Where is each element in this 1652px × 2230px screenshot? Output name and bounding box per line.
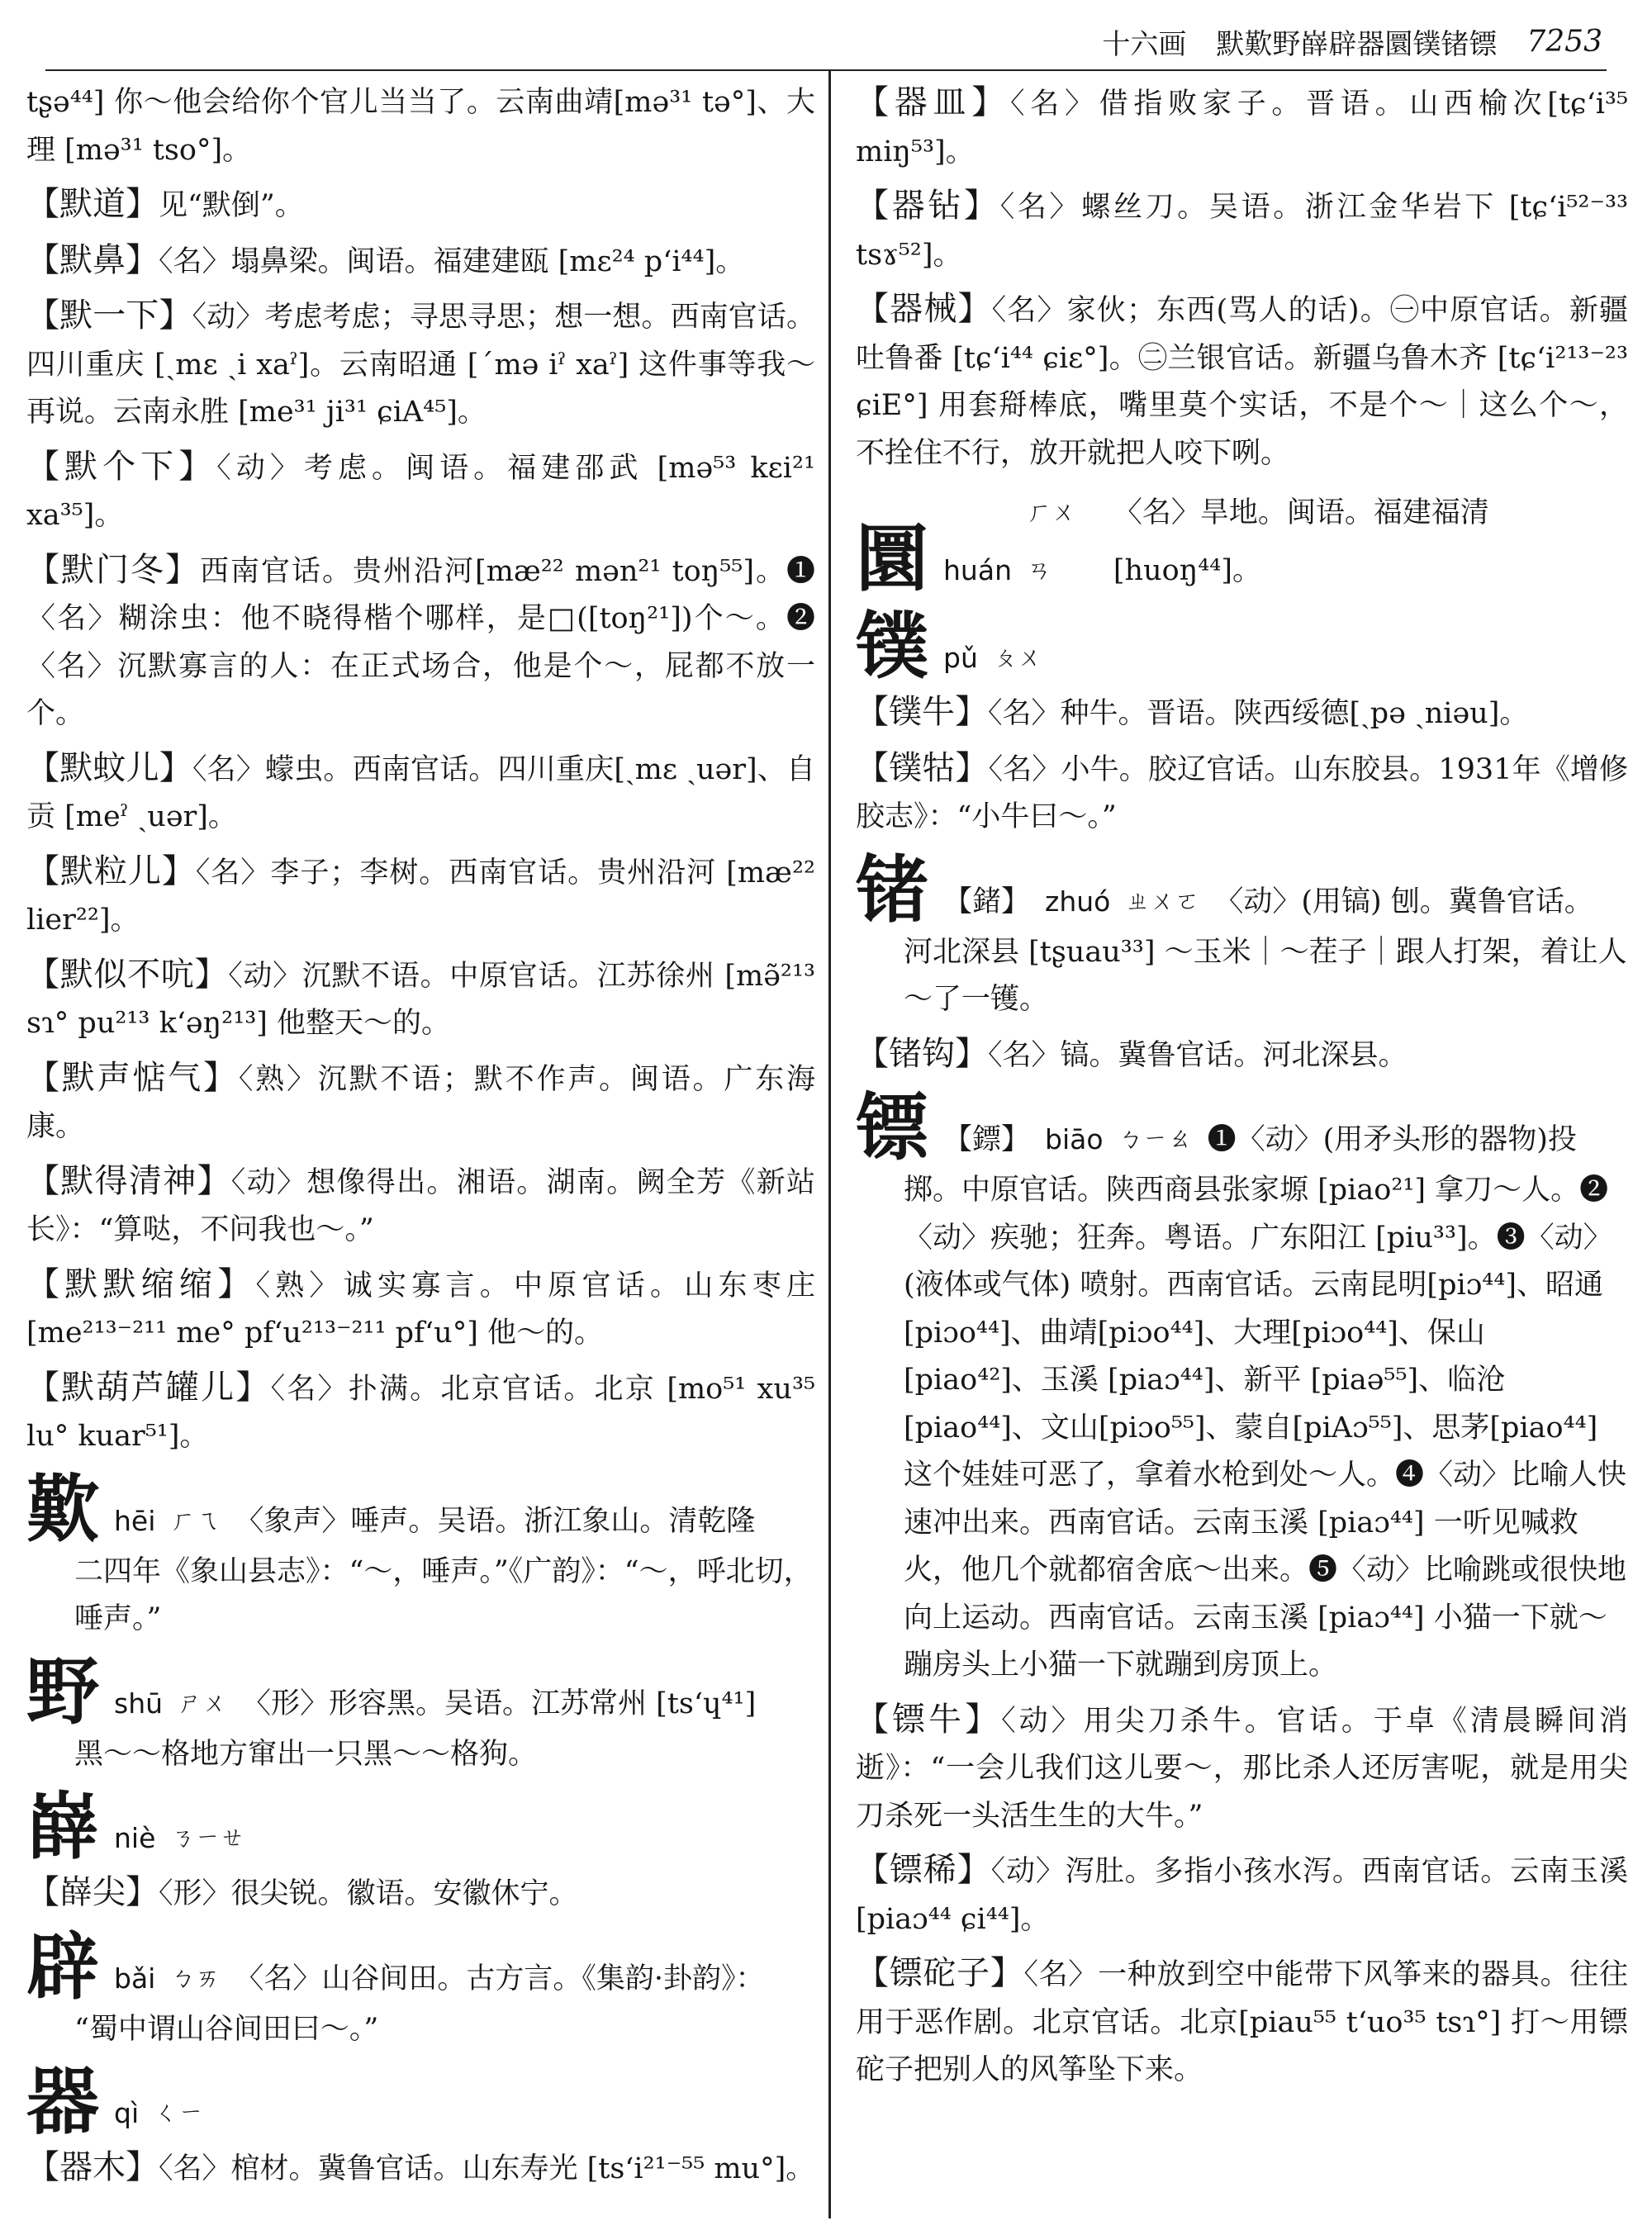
character-headword: 嶭 [26,1783,100,1869]
traditional-form: 【鍺】 [943,885,1031,918]
entry [26,2144,815,2194]
left-column [26,79,815,2200]
entry [856,745,1628,842]
entry-body: 〈动〉想像得出。湘语。湖南。阙全芳《新站长》：“算哒，不问我也～。” [26,1165,815,1246]
character-entry [856,1086,1628,1690]
zhuyin: ㄏㄨㄢ [1026,498,1076,585]
entry-headword: 【镖稀】 [856,1851,991,1889]
entry-headword: 【默蚊儿】 [26,748,192,787]
pinyin: qì [114,2097,140,2129]
entry [26,444,815,540]
zhuyin: ㄅㄞ [170,1963,221,1993]
entry [26,1869,815,1919]
entry-headword: 【默个下】 [26,447,217,486]
entry [26,1364,815,1461]
column-divider [828,71,831,2218]
entry-body: 西南官话。贵州沿河[mæ²² mən²¹ toŋ⁵⁵]。❶〈名〉糊涂虫：他不晓得楷个哪样，是□([toŋ²¹])个～。❷〈名〉沉默寡言的人：在正式场合，他是个～，屁都不放一个。 [26,554,815,730]
entry-headword: 【器木】 [26,2148,159,2186]
entry-body: 〈熟〉诚实寡言。中原官话。山东枣庄 [me²¹³⁻²¹¹ me° pfʻu²¹³⁻²¹¹ pfʻu°] 他～的。 [26,1269,815,1350]
character-entry [26,1465,815,1644]
pinyin: zhuó [1045,885,1111,918]
header-stroke-section: 十六画 [1102,27,1187,61]
character-entry [26,1785,815,1867]
entry-headword: 【器械】 [856,290,992,328]
entry [26,292,815,437]
pinyin: pǔ [943,642,978,674]
character-entry [856,484,1628,600]
definition: 〈名〉山谷间田。古方言。《集韵·卦韵》： [235,1962,765,1995]
page-number: 7253 [1526,24,1602,59]
definition-continued: 二四年《象山县志》：“～，唾声。”《广韵》：“～，呼北切，唾声。” [74,1554,813,1635]
zhuyin: ㄓㄨㄛ [1125,886,1200,916]
entry-body: 〈名〉李子；李树。西南官话。贵州沿河 [mæ²² lier²²]。 [26,856,816,937]
character-headword: 圜 [856,515,929,601]
entry [26,951,815,1048]
pinyin: huán [943,554,1012,586]
zhuyin: ㄆㄨ [992,643,1042,672]
entry [856,1031,1628,1080]
entry-headword: 【默粒儿】 [26,852,196,890]
entry-headword: 【镤牯】 [856,748,989,787]
entry-headword: 【默一下】 [26,297,192,334]
entry-body: 〈动〉考虑考虑；寻思寻思；想一想。西南官话。四川重庆 [ˏmɛ ˏi xaˀ]。云南昭通 [ˊmə iˀ xaˀ] 这件事等我～再说。云南永胜 [me³¹ ji³¹ ɕiA⁴⁵]。 [26,301,815,429]
header-rule [45,69,1607,71]
entry [26,848,815,945]
pinyin: biāo [1045,1123,1104,1155]
zhuyin: ㄑㄧ [154,2099,204,2128]
definition: 〈名〉旱地。闽语。福建福清 [huoŋ⁴⁴]。 [1113,496,1489,587]
character-entry [26,2060,815,2142]
entry-body: 〈动〉沉默不语。中原官话。江苏徐州 [mə̃²¹³ sɿ° pu²¹³ kʻəŋ²¹³] 他整天～的。 [26,959,816,1040]
zhuyin: ㄋㄧㄝ [170,1824,245,1853]
entry-body: 〈名〉种牛。晋语。陕西绥德[ˏpə ˏniəu]。 [988,697,1529,730]
entry-body: 〈名〉一种放到空中能带下风筝来的器具。往往用于恶作剧。北京官话。北京[piau⁵⁵ tʻuo³⁵ tsɿ°] 打～用镖砣子把别人的风筝坠下来。 [856,1958,1628,2086]
definition-continued: 掷。中原官话。陕西商县张家塬 [piao²¹] 拿刀～人。❷〈动〉疾驰；狂奔。粤语。广东阳江 [piu³³]。❸〈动〉(液体或气体) 喷射。西南官话。云南昆明[piɔ⁴⁴]、昭通 [piɔo⁴⁴]、曲靖[piɔo⁴⁴]、大理[piɔo⁴⁴]、保山 [piao⁴²]、玉溪 [piaɔ⁴⁴]、新平 [piaə⁵⁵]、临沧[piao⁴⁴]、文山[piɔo⁵⁵]、蒙自[piAɔ⁵⁵]、思茅[piao⁴⁴] 这个娃娃可恶了，拿着水枪到处～人。❹〈动〉比喻人快速冲出来。西南官话。云南玉溪 [piaɔ⁴⁴] 一听见喊救火，他几个就都宿舍底～出来。❺〈动〉比喻跳或很快地向上运动。西南官话。云南玉溪 [piaɔ⁴⁴] 小猫一下就～蹦房头上小猫一下就蹦到房顶上。 [904,1174,1627,1682]
entry-body: tʂə⁴⁴] 你～他会给你个官儿当当了。云南曲靖[mə³¹ tə°]、大理 [mə³¹ tso°]。 [26,86,815,167]
entry-headword: 【默默缩缩】 [26,1264,256,1303]
entry [856,1950,1628,2095]
character-headword: 镤 [856,603,929,689]
pinyin: niè [114,1822,156,1854]
entry-headword: 【默门冬】 [26,550,201,589]
entry [856,79,1628,176]
pinyin: hēi [114,1504,156,1537]
entry-body: 〈动〉泻肚。多指小孩水泻。西南官话。云南玉溪 [piaɔ⁴⁴ ɕi⁴⁴]。 [856,1855,1628,1936]
entry-headword: 【嶭尖】 [26,1873,159,1911]
entry-body: 〈名〉塌鼻梁。闽语。福建建瓯 [mɛ²⁴ pʻi⁴⁴]。 [159,244,745,278]
pinyin: shū [114,1687,164,1720]
definition-continued: 河北深县 [tʂuau³³] ～玉米｜～茬子｜跟人打架，着让人～了一镬。 [904,935,1627,1016]
entry-headword: 【镤牛】 [856,693,988,731]
character-headword: 镖 [856,1084,929,1170]
right-column [856,79,1628,2101]
entry [26,1055,815,1151]
character-entry [856,848,1628,1024]
entry-headword: 【器皿】 [856,83,1010,121]
entry-body: 〈熟〉沉默不语；默不作声。闽语。广东海康。 [26,1062,815,1143]
entry [26,1158,815,1255]
definition: 〈象声〉唾声。吴语。浙江象山。清乾隆 [235,1504,756,1538]
entry-body: 〈名〉镐。冀鲁官话。河北深县。 [988,1038,1408,1072]
character-headword: 歎 [26,1465,100,1552]
entry-headword: 【默鼻】 [26,240,159,279]
entry-headword: 【默葫芦罐儿】 [26,1368,271,1407]
character-entry [26,1925,815,2054]
entry-headword: 【器钻】 [856,187,1000,225]
entry-continuation [26,79,815,174]
traditional-form: 【鏢】 [943,1123,1031,1156]
zhuyin: ㄕㄨ [178,1688,228,1718]
entry-headword: 【默声惦气】 [26,1058,239,1097]
definition: 〈形〉形容黑。吴语。江苏常州 [tsʻɥ⁴¹] [242,1687,757,1720]
character-entry [26,1650,815,1779]
entry-headword: 【镖砣子】 [856,1954,1024,1992]
entry [26,547,815,738]
entry [26,237,815,287]
entry-headword: 【锗钩】 [856,1034,988,1073]
pinyin: bǎi [114,1962,156,1995]
entry-headword: 【默得清神】 [26,1161,231,1200]
entry-body: 〈名〉扑满。北京官话。北京 [mo⁵¹ xu³⁵ lu° kuar⁵¹]。 [26,1372,816,1453]
entry [856,1696,1628,1841]
definition-continued: “蜀中谓山谷间田曰～。” [74,2012,379,2046]
entry-body: 〈名〉借指败家子。晋语。山西榆次[tɕʻi³⁵ miŋ⁵³]。 [856,88,1628,168]
entry-body: 〈名〉蠓虫。西南官话。四川重庆[ˏmɛ ˏuər]、自贡 [meˀ ˏuər]。 [26,752,815,833]
running-header [991,18,1602,64]
zhuyin: ㄅㄧㄠ [1118,1125,1193,1154]
entry-body: 〈名〉棺材。冀鲁官话。山东寿光 [tsʻi²¹⁻⁵⁵ mu°]。 [159,2152,815,2185]
entry-headword: 【默道】 [26,185,159,223]
entry [856,689,1628,738]
zhuyin: ㄏㄟ [170,1506,221,1535]
entry [856,286,1628,477]
character-headword: 锗 [856,846,929,932]
character-headword: 辟 [26,1923,100,2009]
character-headword: 器 [26,2058,100,2144]
entry [856,1847,1628,1943]
entry [26,1261,815,1358]
entry-body: 〈形〉很尖锐。徽语。安徽休宁。 [159,1877,578,1910]
entry-headword: 【默似不吭】 [26,955,229,994]
character-headword: 野 [26,1648,100,1734]
definition: ❶〈动〉(用矛头形的器物)投 [1207,1123,1577,1156]
entry-body: 〈名〉家伙；东西(骂人的话)。㊀中原官话。新疆吐鲁番 [tɕʻi⁴⁴ ɕiɛ°]。㊁兰银官话。新疆乌鲁木齐 [tɕʻi²¹³⁻²³ ɕiE°] 用套搿棒底，嘴里莫个实话，不是个～｜这么个～，不拴住不行，放开就把人咬下咧。 [856,294,1629,470]
entry-body: 〈动〉用尖刀杀牛。官话。于卓《清晨瞬间消逝》：“一会儿我们这儿要～，那比杀人还厉害呢，就是用尖刀杀死一头活生生的大牛。” [856,1704,1628,1833]
header-characters: 默歎野嶭辟器圜镤锗镖 [1216,27,1498,61]
entry-body: 〈名〉螺丝刀。吴语。浙江金华岩下 [tɕʻi⁵²⁻³³ tsɤ⁵²]。 [856,191,1629,272]
character-entry [856,605,1628,687]
entry-body: 见“默倒”。 [159,189,304,222]
definition-continued: 黑～～格地方窜出一只黑～～格狗。 [74,1737,538,1771]
entry [856,183,1628,279]
definition: 〈动〉(用镐) 刨。冀鲁官话。 [1214,885,1593,918]
entry [26,745,815,842]
entry [26,181,815,230]
entry-body: 〈名〉小牛。胶辽官话。山东胶县。1931年《增修胶志》：“小牛曰～。” [856,752,1629,833]
entry-body: 〈动〉考虑。闽语。福建邵武 [mə⁵³ kɛi²¹ xa³⁵]。 [26,451,816,532]
entry-headword: 【镖牛】 [856,1700,1002,1739]
